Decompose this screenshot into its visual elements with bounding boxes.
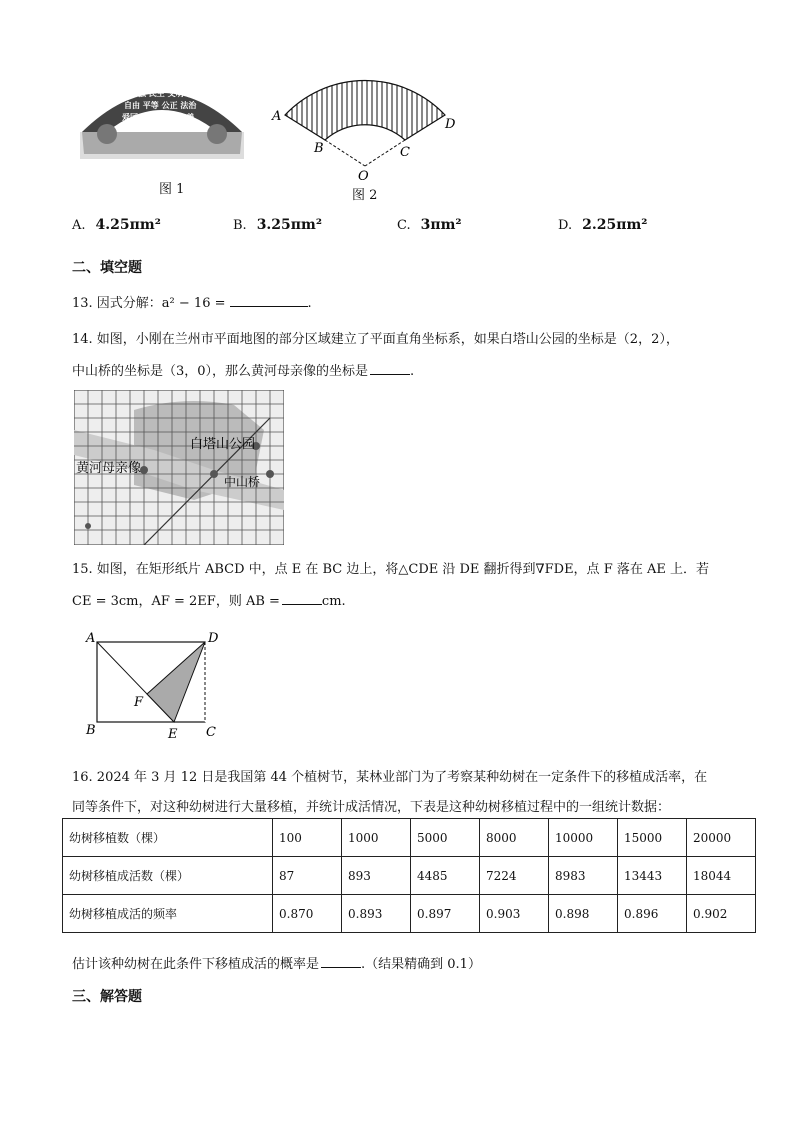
q16-line-2: 同等条件下，对这种幼树进行大量移植，并统计成活情况，下表是这种幼树移植过程中的一组统计数据： <box>72 800 671 815</box>
table-cell: 20000 <box>687 819 756 857</box>
question-13: 13. 因式分解：a² − 16 = . <box>72 296 312 311</box>
fig-label-C: C <box>206 725 216 740</box>
fan-text-line-2: 自由 平等 公正 法治 <box>124 100 197 110</box>
q15-answer-blank[interactable] <box>282 592 322 605</box>
table-cell: 100 <box>273 819 342 857</box>
option-c: C. 3πm² <box>397 217 462 233</box>
map-label-zhongshan: 中山桥 <box>224 475 261 489</box>
table-cell: 893 <box>342 857 411 895</box>
fig2-label-O: O <box>358 169 369 182</box>
table-cell: 5000 <box>411 819 480 857</box>
fan-diagram-figure <box>270 70 470 182</box>
fig2-label-C: C <box>400 145 410 160</box>
table-cell: 87 <box>273 857 342 895</box>
q13-text: 13. 因式分解：a² − 16 = <box>72 296 226 311</box>
option-b: B. 3.25πm² <box>233 217 322 233</box>
q14-line-1: 14. 如图，小刚在兰州市平面地图的部分区域建立了平面直角坐标系，如果白塔山公园的坐标是（2，2）， <box>72 332 679 347</box>
fig-label-F: F <box>134 695 144 710</box>
table-row-label: 幼树移植成活数（棵） <box>63 857 273 895</box>
option-a: A. 4.25πm² <box>72 217 161 233</box>
fig2-label-B: B <box>314 141 324 156</box>
table-cell: 15000 <box>618 819 687 857</box>
section-2-title: 二、填空题 <box>72 260 142 276</box>
table-row <box>63 857 756 895</box>
fig-label-A: A <box>86 631 96 646</box>
table-cell: 8000 <box>480 819 549 857</box>
table-cell: 0.893 <box>342 895 411 933</box>
q16-line-1: 16. 2024 年 3 月 12 日是我国第 44 个植树节，某林业部门为了考察某种幼树在一定条件下的移植成活率，在 <box>72 770 708 785</box>
table-cell: 8983 <box>549 857 618 895</box>
table-cell: 4485 <box>411 857 480 895</box>
fan-text-line-1: 富强 民主 文明 和谐 <box>130 88 203 98</box>
fig-label-D: D <box>208 631 219 646</box>
table-cell: 18044 <box>687 857 756 895</box>
table-cell: 0.870 <box>273 895 342 933</box>
table-cell: 0.896 <box>618 895 687 933</box>
table-row-label: 幼树移植数（棵） <box>63 819 273 857</box>
table-cell: 10000 <box>549 819 618 857</box>
option-d: D. 2.25πm² <box>558 217 648 233</box>
fan-photo-figure <box>72 74 252 169</box>
q16-answer-blank[interactable] <box>321 955 361 968</box>
q13-answer-blank[interactable] <box>230 294 308 307</box>
q15-rectangle-figure <box>82 628 232 740</box>
q15-line-2: CE = 3cm，AF = 2EF，则 AB = cm. <box>72 594 346 609</box>
table-cell: 7224 <box>480 857 549 895</box>
q14-answer-blank[interactable] <box>370 362 410 375</box>
fig-label-E: E <box>168 727 178 740</box>
q14-line-2: 中山桥的坐标是（3，0），那么黄河母亲像的坐标是 . <box>72 364 415 379</box>
table-row-label: 幼树移植成活的频率 <box>63 895 273 933</box>
table-cell: 13443 <box>618 857 687 895</box>
table-cell: 0.898 <box>549 895 618 933</box>
table-row <box>63 895 756 933</box>
fig2-label-A: A <box>272 109 282 124</box>
fig-label-B: B <box>86 723 96 738</box>
q15-line-1: 15. 如图，在矩形纸片 ABCD 中，点 E 在 BC 边上，将△CDE 沿 DE 翻折得到∇FDE，点 F 落在 AE 上．若 <box>72 562 709 577</box>
table-cell: 0.897 <box>411 895 480 933</box>
q16-after-table: 估计该种幼树在此条件下移植成活的概率是 .（结果精确到 0.1） <box>72 957 481 972</box>
fig2-label-D: D <box>445 117 456 132</box>
fan-text-line-3: 爱国 敬业 诚信 友善 <box>122 112 195 122</box>
fig2-caption: 图 2 <box>352 188 378 203</box>
table-cell: 0.903 <box>480 895 549 933</box>
table-cell: 0.902 <box>687 895 756 933</box>
fig1-caption: 图 1 <box>159 182 185 197</box>
map-label-baita: 白塔山公园 <box>190 437 256 452</box>
map-label-huanghe: 黄河母亲像 <box>76 461 142 476</box>
table-cell: 1000 <box>342 819 411 857</box>
table-row <box>63 819 756 857</box>
section-3-title: 三、解答题 <box>72 989 142 1005</box>
q14-map-figure <box>74 390 284 545</box>
statistics-table <box>62 818 756 933</box>
